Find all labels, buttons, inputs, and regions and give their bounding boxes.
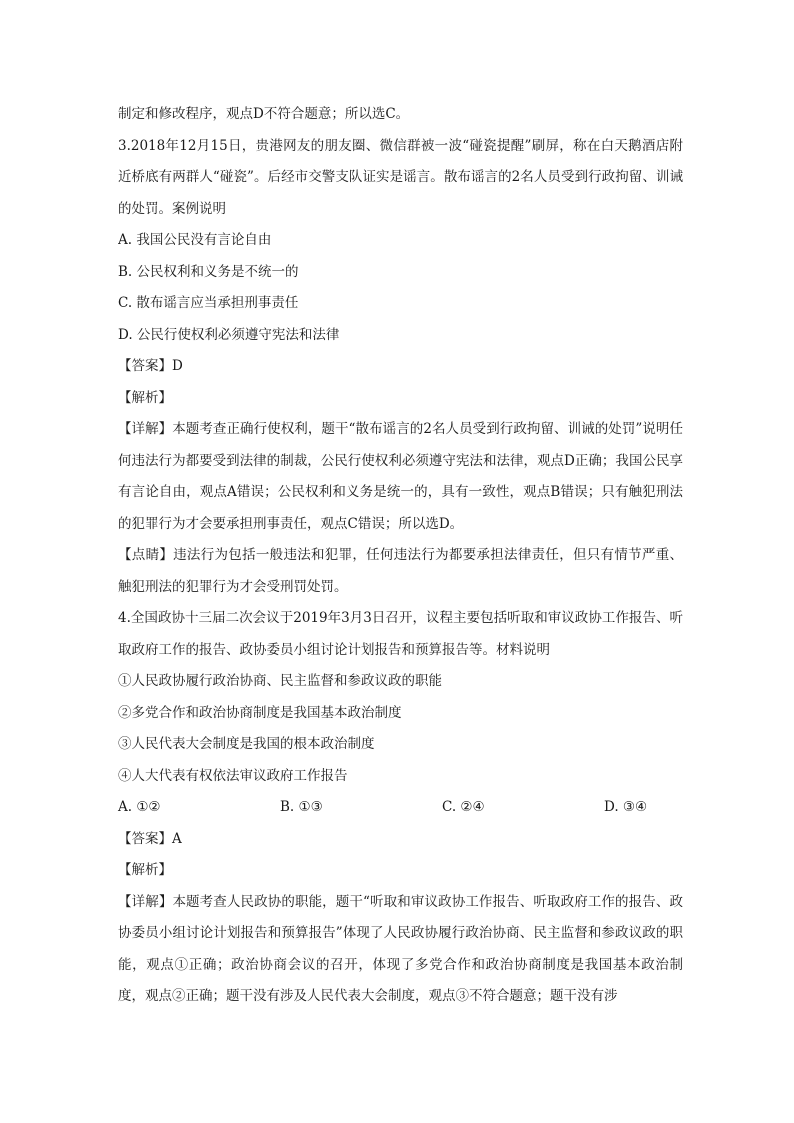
question-3-answer: 【答案】D [118,358,183,374]
question-4-statement-2: ②多党合作和政治协商制度是我国基本政治制度 [118,704,402,721]
question-4-statement-1: ①人民政协履行政治协商、民主监督和参政议政的职能 [118,673,442,689]
question-3-option-c: C. 散布谣言应当承担刑事责任 [118,295,299,311]
question-3-option-b: B. 公民权利和义务是不统一的 [118,263,299,280]
question-4-choice-b: B. ①③ [280,799,323,815]
question-3-analysis-heading: 【解析】 [118,389,172,406]
question-4-answer: 【答案】A [118,830,182,847]
question-4-choice-c: C. ②④ [442,799,485,815]
question-3-stem: 3.2018年12月15日，贵港网友的朋友圈、微信群被一波“碰瓷提醒”刷屏，称在白天鹅酒店附近桥底有两群人“碰瓷”。后经市交警支队证实是谣言。散布谣言的2名人员受到行政拘留、训诫的处罚。案例说明 [118,137,683,217]
question-4-statement-3: ③人民代表大会制度是我国的根本政治制度 [118,736,375,752]
question-4-statement-4: ④人大代表有权依法审议政府工作报告 [118,767,348,784]
question-3-detail: 【详解】本题考查正确行使权利，题干“散布谣言的2名人员受到行政拘留、训诫的处罚”说明任何违法行为都要受到法律的制裁，公民行使权利必须遵守宪法和法律，观点D正确；我国公民享有言论自由，观点A错误；公民权利和义务是统一的，具有一致性，观点B错误；只有触犯刑法的犯罪行为才会要承担刑事责任，观点C错误；所以选D。 [118,421,683,532]
question-4-choice-d: D. ③④ [604,799,648,815]
document-content [118,99,683,1013]
question-4-stem: 4.全国政协十三届二次会议于2019年3月3日召开，议程主要包括听取和审议政协工作报告、听取政府工作的报告、政协委员小组讨论计划报告和预算报告等。材料说明 [118,610,683,658]
question-4-choice-a: A. ①② [118,799,161,815]
question-4-analysis-heading: 【解析】 [118,862,172,878]
intro-line: 制定和修改程序，观点D不符合题意；所以选C。 [118,106,410,122]
question-3-tip: 【点睛】违法行为包括一般违法和犯罪，任何违法行为都要承担法律责任，但只有情节严重、触犯刑法的犯罪行为才会受刑罚处罚。 [118,547,683,595]
question-4-detail: 【详解】本题考查人民政协的职能，题干“听取和审议政协工作报告、听取政府工作的报告、政协委员小组讨论计划报告和预算报告”体现了人民政协履行政治协商、民主监督和参政议政的职能，观点①正确；政治协商会议的召开，体现了多党合作和政治协商制度是我国基本政治制度，观点②正确；题干没有涉及人民代表大会制度，观点③不符合题意；题干没有涉 [118,893,683,1004]
question-3-option-a: A. 我国公民没有言论自由 [118,232,272,248]
question-4-choices [118,792,683,824]
question-3-option-d: D. 公民行使权利必须遵守宪法和法律 [118,326,340,343]
